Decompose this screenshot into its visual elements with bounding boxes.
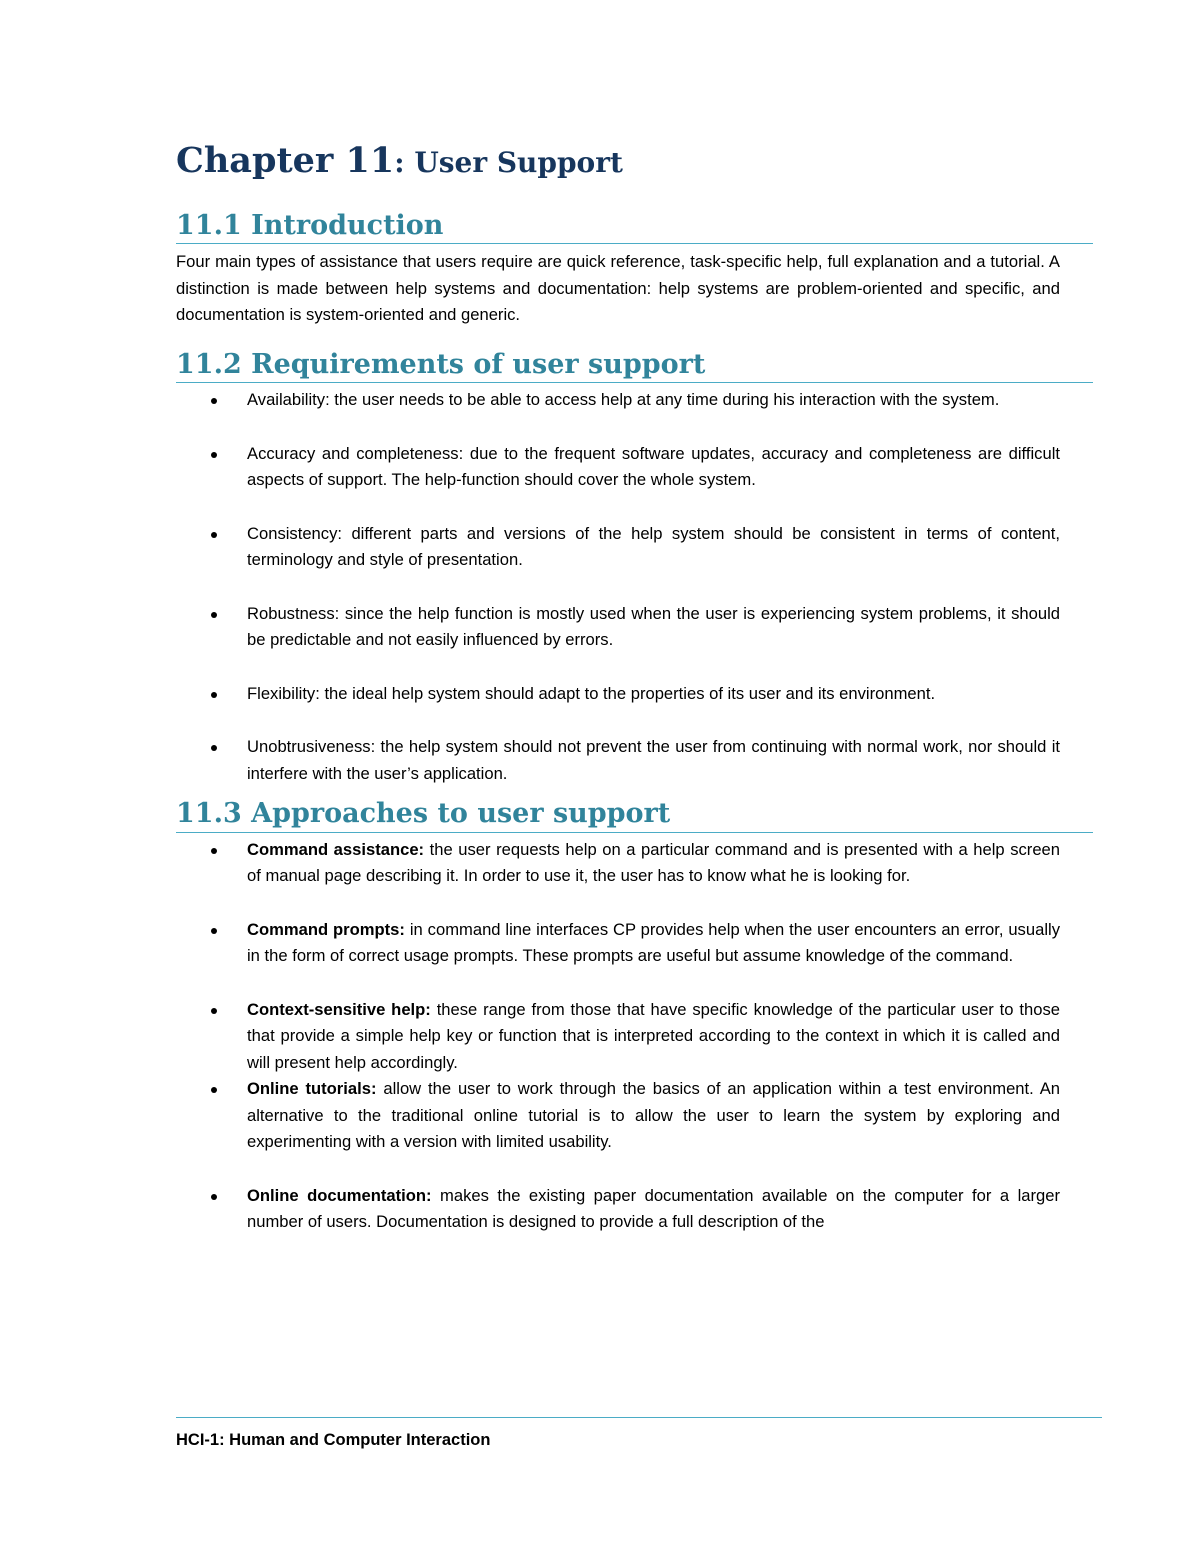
bullet-icon [211,1008,217,1014]
list-item [176,1183,1060,1236]
page-footer: HCI-1: Human and Computer Interaction [176,1431,491,1449]
bullet-icon [211,692,217,698]
approach-text: in command line interfaces CP provides help when the user encounters an error, usually in the form of correct usage prompts. These prompts are useful but assume knowledge of the command. [247,919,1060,966]
list-item [176,734,1060,787]
bullet-icon [211,1087,217,1093]
bullet-icon [211,745,217,751]
approach-text: makes the existing paper documentation available on the computer for a larger number of users. Documentation is designed to provide a full description of the [247,1185,1060,1232]
list-item [176,1076,1060,1156]
bullet-icon [211,532,217,538]
approach-term: Context-sensitive help: [247,999,431,1019]
approach-term: Command assistance: [247,839,425,859]
list-item [176,601,1060,654]
approaches-list [176,837,1060,1236]
requirements-list [176,387,1060,787]
requirement-text: Consistency: different parts and versions of the help system should be consistent in terms of content, terminology and style of presentation. [247,523,1060,570]
requirement-text: Availability: the user needs to be able to access help at any time during his interaction with the system. [247,390,1000,410]
bullet-icon [211,612,217,618]
requirement-text: Unobtrusiveness: the help system should not prevent the user from continuing with normal work, nor should it interfere with the user’s application. [247,737,1060,783]
approach-text: these range from those that have specific knowledge of the particular user to those that provide a simple help key or function that is interpreted according to the context in which it is called and will present help accordingly. [247,999,1060,1072]
approach-term: Online documentation: [247,1185,432,1205]
bullet-icon [211,452,217,458]
bullet-icon [211,928,217,934]
requirement-text: Robustness: since the help function is mostly used when the user is experiencing system problems, it should be predictable and not easily influenced by errors. [247,603,1060,650]
chapter-title-suffix: : User Support [394,146,623,179]
requirement-text: Accuracy and completeness: due to the frequent software updates, accuracy and completeness are difficult aspects of support. The help-function should cover the whole system. [247,443,1060,490]
introduction-paragraph: Four main types of assistance that users require are quick reference, task-specific help, full explanation and a tutorial. A distinction is made between help systems and documentation: help systems are problem-oriented and specific, and documentation is system-oriented and generic. [176,252,1060,325]
footer-divider [176,1417,1102,1418]
approach-term: Online tutorials: [247,1079,377,1099]
chapter-number-label: Chapter 11 [176,140,395,181]
section-heading-introduction: 11.1 Introduction [176,210,1093,244]
list-item [176,917,1060,970]
bullet-icon [211,1194,217,1200]
section-heading-approaches: 11.3 Approaches to user support [176,798,1093,832]
chapter-title [176,140,1093,182]
list-item [176,387,1060,414]
list-item [176,837,1060,890]
approach-text: allow the user to work through the basics of an application within a test environment. An alternative to the traditional online tutorial is to allow the user to learn the system by exploring and experimenting with a version with limited usability. [247,1079,1060,1152]
bullet-icon [211,398,217,404]
approach-text: the user requests help on a particular command and is presented with a help screen of manual page describing it. In order to use it, the user has to know what he is looking for. [247,839,1061,886]
bullet-icon [211,848,217,854]
requirement-text: Flexibility: the ideal help system should adapt to the properties of its user and its environment. [247,683,936,703]
list-item [176,681,1060,708]
list-item [176,997,1060,1077]
list-item [176,521,1060,574]
page-content [176,140,1093,1236]
list-item [176,441,1060,494]
approach-term: Command prompts: [247,919,405,939]
section-heading-requirements: 11.2 Requirements of user support [176,349,1093,383]
